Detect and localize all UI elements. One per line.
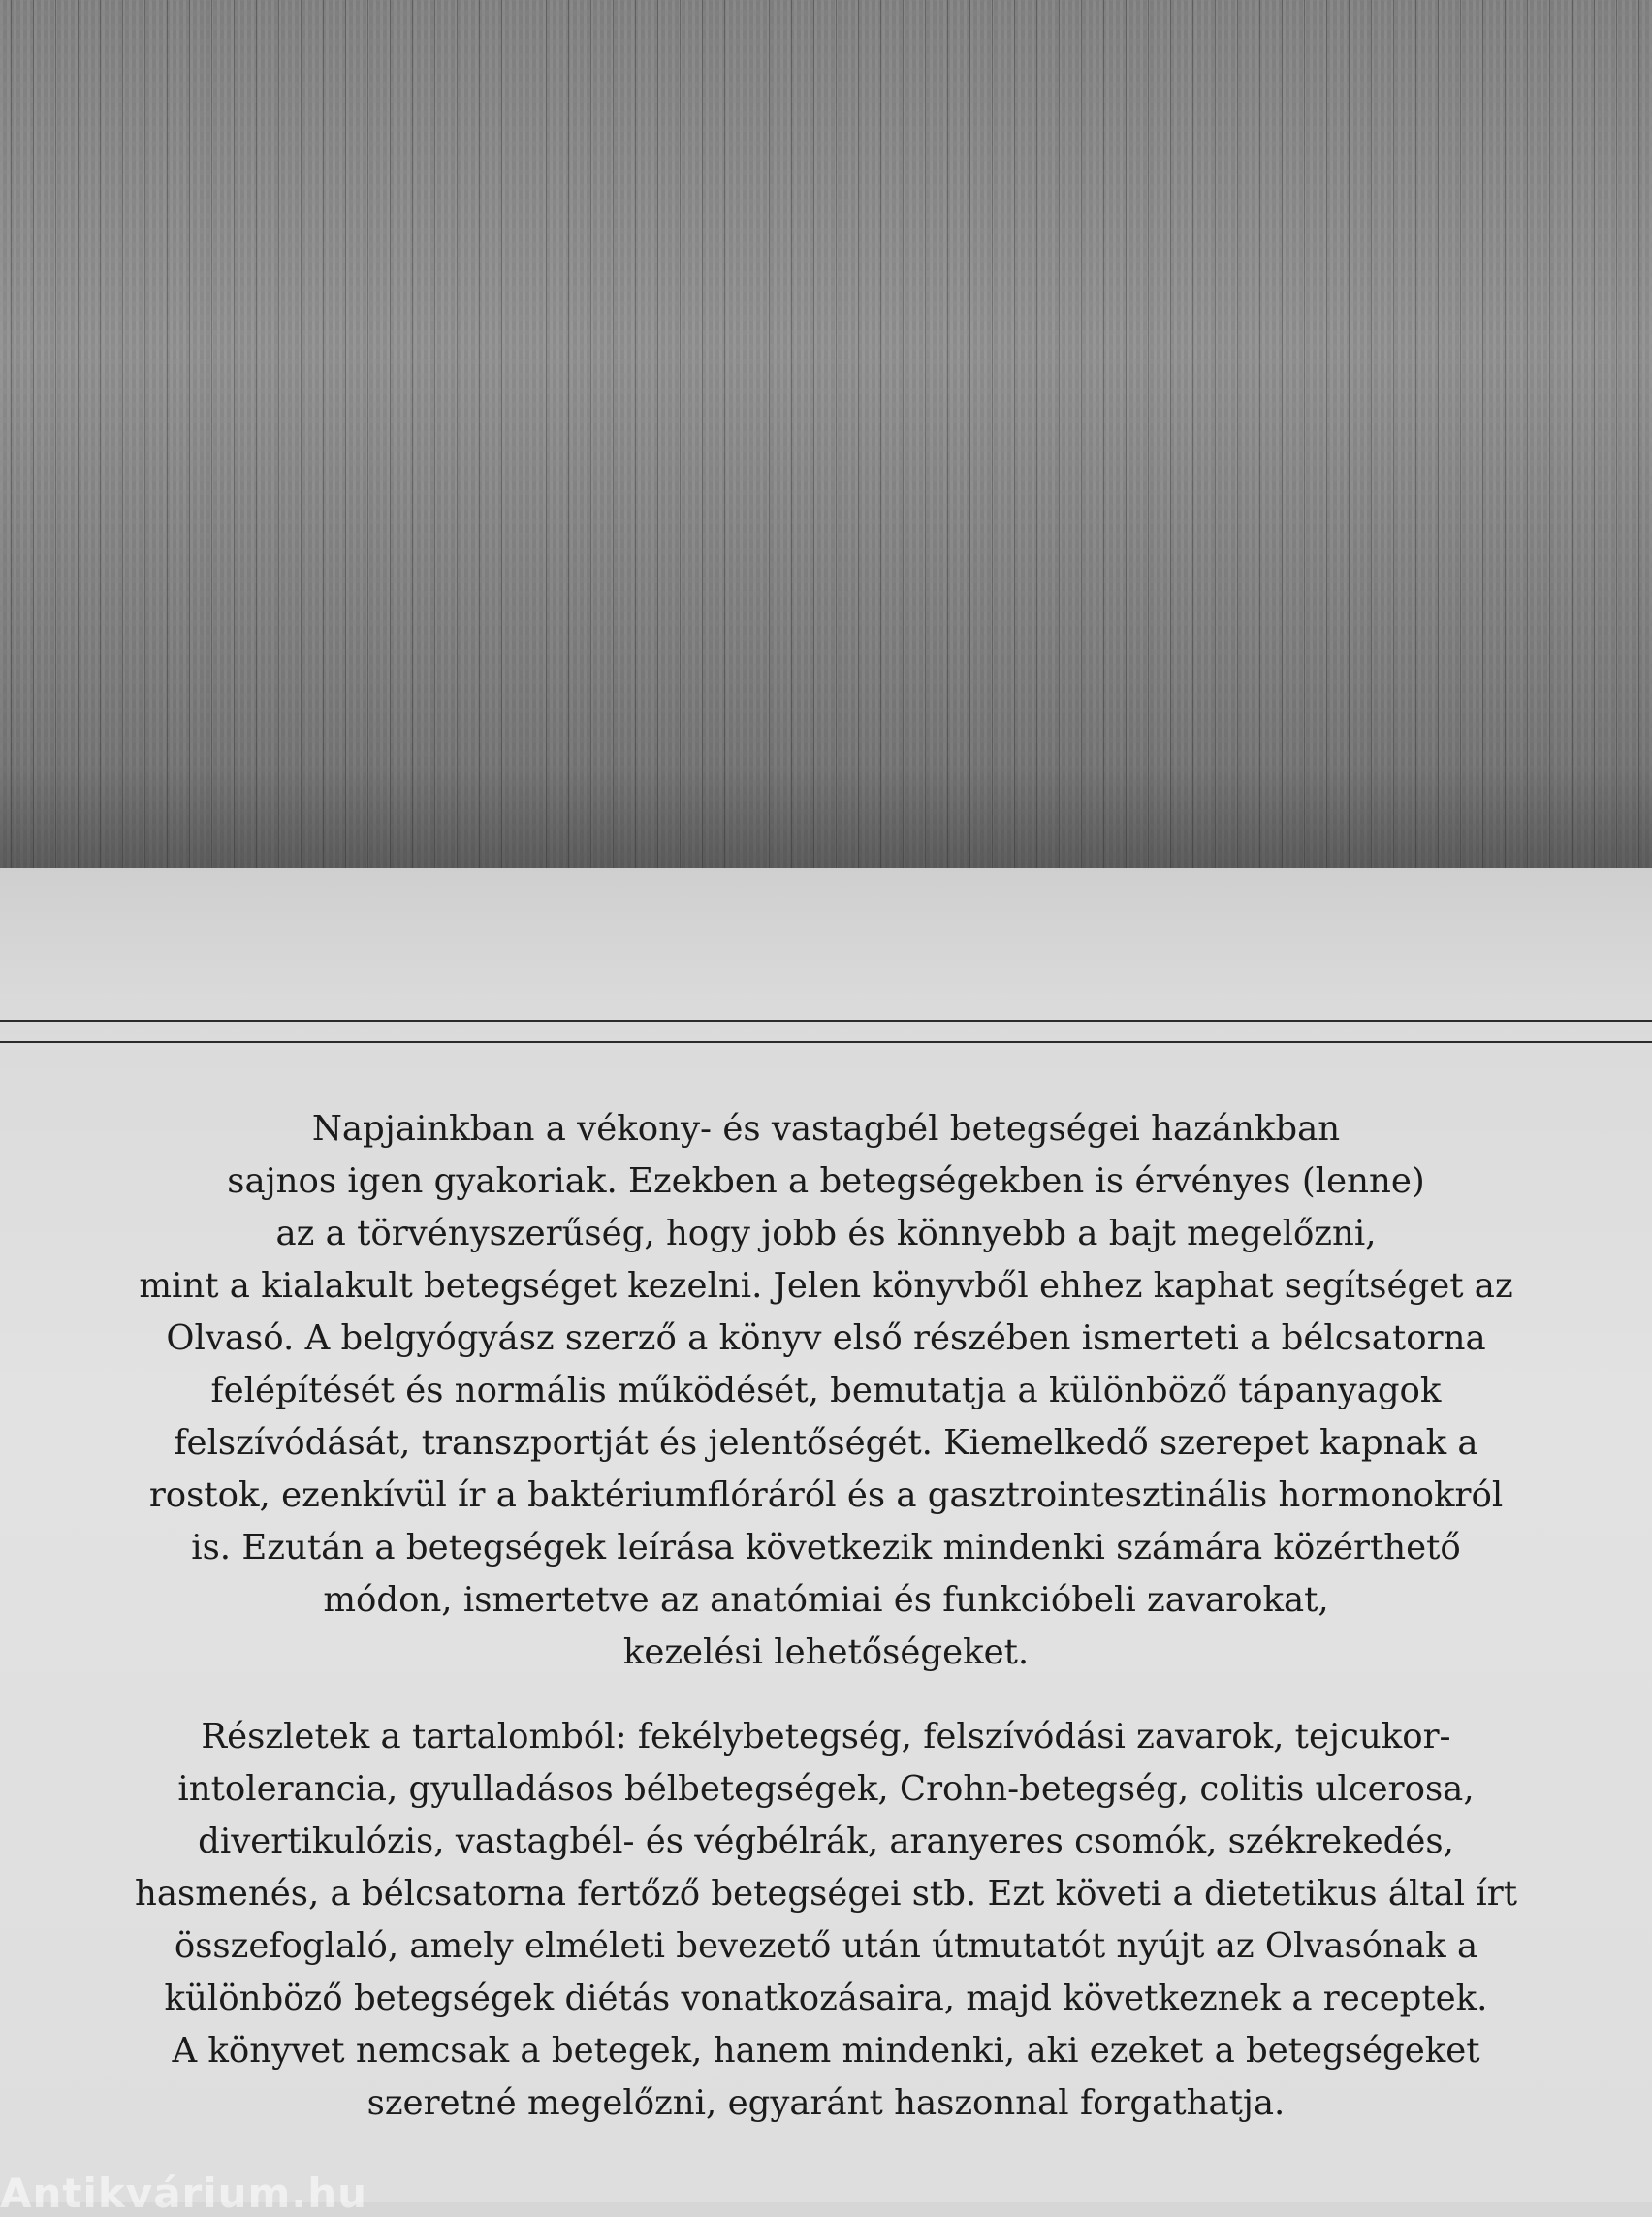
text-line: intolerancia, gyulladásos bélbetegségek, Crohn-betegség, colitis ulcerosa, <box>177 1769 1475 1809</box>
text-line: különböző betegségek diétás vonatkozásaira, majd következnek a receptek. <box>164 1979 1488 2018</box>
watermark-text: Antikvárium.hu <box>0 2169 368 2217</box>
text-line: módon, ismertetve az anatómiai és funkcióbeli zavarokat, <box>323 1580 1329 1620</box>
text-line: mint a kialakult betegséget kezelni. Jelen könyvből ehhez kaphat segítséget az <box>139 1266 1513 1306</box>
text-line: hasmenés, a bélcsatorna fertőző betegségei stb. Ezt követi a dietetikus által írt <box>134 1874 1518 1914</box>
photo-shadow <box>0 766 1652 868</box>
text-line: sajnos igen gyakoriak. Ezekben a betegségekben is érvényes (lenne) <box>227 1161 1425 1201</box>
background-photo-texture <box>0 0 1652 868</box>
back-cover-blurb <box>58 1103 1594 2130</box>
blurb-paragraph-2 <box>58 1711 1594 2130</box>
text-line: felépítését és normális működését, bemutatja a különböző tápanyagok <box>210 1371 1442 1410</box>
text-line: is. Ezután a betegségek leírása következik mindenki számára közérthető <box>191 1528 1461 1568</box>
text-line: A könyvet nemcsak a betegek, hanem mindenki, aki ezeket a betegségeket <box>172 2031 1480 2071</box>
paragraph-gap <box>58 1679 1594 1711</box>
text-line: szeretné megelőzni, egyaránt haszonnal forgathatja. <box>366 2083 1286 2123</box>
text-line: rostok, ezenkívül ír a baktériumflóráról és a gasztrointesztinális hormonokról <box>148 1475 1504 1515</box>
text-line: összefoglaló, amely elméleti bevezető után útmutatót nyújt az Olvasónak a <box>174 1926 1478 1966</box>
bottom-rule-line <box>0 1041 1652 1043</box>
blurb-paragraph-1 <box>58 1103 1594 1679</box>
text-line: Olvasó. A belgyógyász szerző a könyv első részében ismerteti a bélcsatorna <box>166 1318 1486 1358</box>
text-line: Részletek a tartalomból: fekélybetegség, felszívódási zavarok, tejcukor- <box>201 1717 1451 1757</box>
text-line: az a törvényszerűség, hogy jobb és könnyebb a bajt megelőzni, <box>275 1214 1377 1253</box>
text-line: felszívódását, transzportját és jelentőségét. Kiemelkedő szerepet kapnak a <box>174 1423 1478 1463</box>
text-line: divertikulózis, vastagbél- és végbélrák, aranyeres csomók, székrekedés, <box>198 1821 1454 1861</box>
text-line: Napjainkban a vékony- és vastagbél betegségei hazánkban <box>311 1109 1341 1149</box>
text-line: kezelési lehetőségeket. <box>622 1632 1030 1672</box>
top-rule-line <box>0 1020 1652 1022</box>
